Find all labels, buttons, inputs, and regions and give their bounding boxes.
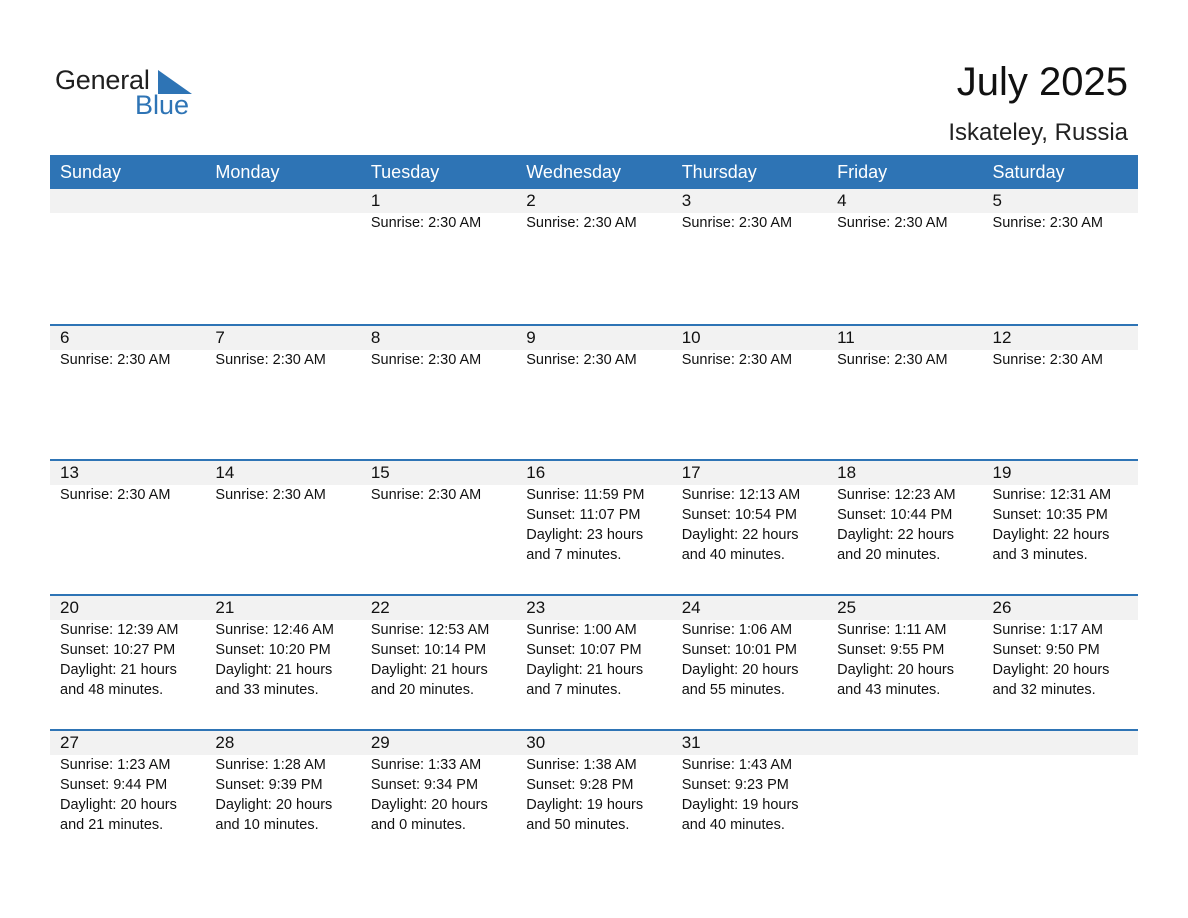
day-cell <box>983 596 1138 729</box>
weekday-header-cell: Monday <box>215 162 280 182</box>
week-cells <box>50 596 1138 729</box>
day-number: 31 <box>681 733 701 752</box>
day-cell <box>827 461 982 594</box>
day-cell <box>672 461 827 594</box>
calendar-grid <box>50 155 1138 864</box>
day-detail-line: Sunset: 10:20 PM <box>215 642 331 658</box>
day-number: 3 <box>681 191 692 210</box>
day-cell <box>50 731 205 864</box>
day-detail-line: Daylight: 20 hours <box>992 662 1110 678</box>
day-number: 14 <box>215 463 235 482</box>
weekday-header-cell: Saturday <box>992 162 1065 182</box>
day-detail-line: Sunrise: 1:00 AM <box>526 622 637 638</box>
day-detail-line: Daylight: 21 hours <box>215 662 333 678</box>
day-detail-line: Sunrise: 2:30 AM <box>837 215 948 231</box>
day-detail-line: Daylight: 20 hours <box>60 797 177 813</box>
day-number: 6 <box>60 328 70 347</box>
day-detail-line: Daylight: 22 hours <box>837 527 954 543</box>
day-cell <box>827 731 982 864</box>
day-detail-line: Sunrise: 1:23 AM <box>60 757 171 773</box>
day-detail-line: Daylight: 21 hours <box>60 662 177 678</box>
day-detail-line: Daylight: 22 hours <box>681 527 799 543</box>
day-detail-line: Sunrise: 2:30 AM <box>370 215 482 231</box>
day-detail-line: Daylight: 21 hours <box>370 662 488 678</box>
day-detail-line: Sunrise: 2:30 AM <box>215 352 326 368</box>
day-detail-line: Sunrise: 1:33 AM <box>370 757 482 773</box>
day-detail-line: Daylight: 19 hours <box>526 797 644 813</box>
day-detail-line: Sunrise: 1:28 AM <box>215 757 326 773</box>
calendar-week-row <box>50 594 1138 729</box>
day-detail-line: Sunset: 9:39 PM <box>215 777 323 793</box>
day-detail-line: and 0 minutes. <box>370 817 466 833</box>
day-number: 2 <box>526 191 536 210</box>
weekday-header-cell: Wednesday <box>526 162 621 182</box>
day-detail-line: and 40 minutes. <box>681 547 785 563</box>
day-number: 27 <box>60 733 79 752</box>
day-detail-line: and 7 minutes. <box>526 547 622 563</box>
day-detail-line: and 40 minutes. <box>681 817 785 833</box>
day-detail-line: Sunrise: 1:17 AM <box>992 622 1103 638</box>
day-number: 30 <box>526 733 546 752</box>
day-detail-line: Sunset: 10:27 PM <box>60 642 176 658</box>
day-detail-line: Sunrise: 2:30 AM <box>370 487 482 503</box>
day-cell <box>827 189 982 324</box>
day-detail-line: and 32 minutes. <box>992 682 1096 698</box>
day-cell <box>205 596 360 729</box>
day-detail-line: Sunset: 9:50 PM <box>992 642 1100 658</box>
day-detail-line: Sunset: 9:23 PM <box>681 777 789 793</box>
day-detail-line: and 20 minutes. <box>370 682 475 698</box>
day-detail-line: Sunset: 11:07 PM <box>526 507 641 523</box>
day-detail-line: Sunrise: 2:30 AM <box>837 352 948 368</box>
day-detail-line: and 10 minutes. <box>215 817 319 833</box>
day-detail-line: Daylight: 19 hours <box>681 797 799 813</box>
weekday-header-cell: Tuesday <box>370 162 440 182</box>
week-cells <box>50 189 1138 324</box>
day-detail-line: Sunrise: 12:13 AM <box>681 487 801 503</box>
day-detail-line: Sunrise: 2:30 AM <box>681 352 793 368</box>
weekday-header-cell: Thursday <box>681 162 757 182</box>
day-detail-line: Daylight: 20 hours <box>370 797 488 813</box>
weekday-header-cell: Friday <box>837 162 888 182</box>
day-number: 17 <box>681 463 701 482</box>
day-detail-line: Sunset: 10:14 PM <box>370 642 487 658</box>
day-number: 13 <box>60 463 79 482</box>
day-number: 4 <box>837 191 847 210</box>
day-detail-line: Sunrise: 2:30 AM <box>992 352 1103 368</box>
calendar-location: Iskateley, Russia <box>948 119 1128 146</box>
day-detail-line: and 50 minutes. <box>526 817 630 833</box>
day-number: 29 <box>370 733 390 752</box>
day-number: 12 <box>992 328 1012 347</box>
day-detail-line: Sunrise: 11:59 PM <box>526 487 645 503</box>
calendar-week-row <box>50 459 1138 594</box>
day-cell <box>983 326 1138 459</box>
day-detail-line: and 48 minutes. <box>60 682 164 698</box>
day-cell <box>50 461 205 594</box>
calendar-week-row <box>50 189 1138 324</box>
day-detail-line: Sunset: 10:44 PM <box>837 507 953 523</box>
day-cell <box>672 731 827 864</box>
day-number: 19 <box>992 463 1012 482</box>
day-number: 1 <box>370 191 381 210</box>
day-number <box>993 731 1138 755</box>
day-detail-line: Sunrise: 2:30 AM <box>370 352 482 368</box>
day-number: 23 <box>526 598 546 617</box>
day-number: 16 <box>526 463 546 482</box>
day-number: 15 <box>370 463 390 482</box>
week-cells <box>50 461 1138 594</box>
day-detail-line: Daylight: 20 hours <box>215 797 333 813</box>
day-detail-line: Daylight: 20 hours <box>681 662 799 678</box>
day-number: 28 <box>215 733 235 752</box>
day-cell <box>983 731 1138 864</box>
day-number: 9 <box>526 328 536 347</box>
week-cells <box>50 326 1138 459</box>
day-cell <box>205 189 360 324</box>
day-detail-line: Sunrise: 1:43 AM <box>681 757 793 773</box>
day-detail-line: Sunrise: 12:53 AM <box>370 622 490 638</box>
day-detail-line: Sunset: 9:55 PM <box>837 642 945 658</box>
day-detail-line: Daylight: 23 hours <box>526 527 644 543</box>
day-detail-line: Sunset: 10:54 PM <box>681 507 797 523</box>
day-detail-line: Daylight: 21 hours <box>526 662 644 678</box>
day-cell <box>361 189 516 324</box>
day-number: 21 <box>215 598 235 617</box>
day-cell <box>516 326 671 459</box>
day-cell <box>983 189 1138 324</box>
calendar-week-row <box>50 729 1138 864</box>
day-number: 26 <box>992 598 1012 617</box>
day-detail-line: Sunrise: 2:30 AM <box>992 215 1103 231</box>
calendar-week-row <box>50 324 1138 459</box>
day-detail-line: Daylight: 20 hours <box>837 662 954 678</box>
day-cell <box>361 461 516 594</box>
day-cell <box>672 189 827 324</box>
day-detail-line: Sunset: 9:28 PM <box>526 777 634 793</box>
day-detail-line: Sunrise: 12:23 AM <box>837 487 956 503</box>
day-detail-line: and 43 minutes. <box>837 682 941 698</box>
day-detail-line: Sunrise: 2:30 AM <box>526 352 637 368</box>
day-cell <box>983 461 1138 594</box>
day-number: 11 <box>837 328 855 347</box>
day-number <box>215 189 360 213</box>
day-number: 10 <box>681 328 701 347</box>
day-number: 5 <box>992 191 1002 210</box>
day-detail-line: and 3 minutes. <box>992 547 1088 563</box>
day-detail-line: Sunset: 10:01 PM <box>681 642 797 658</box>
day-number: 18 <box>837 463 857 482</box>
day-detail-line: Sunrise: 1:06 AM <box>681 622 793 638</box>
day-cell <box>361 596 516 729</box>
day-number: 20 <box>60 598 79 617</box>
day-number: 24 <box>681 598 701 617</box>
day-cell <box>205 731 360 864</box>
day-detail-line: Sunrise: 12:46 AM <box>215 622 334 638</box>
day-cell <box>50 189 205 324</box>
day-detail-line: Sunrise: 1:38 AM <box>526 757 637 773</box>
day-detail-line: Sunrise: 2:30 AM <box>60 352 171 368</box>
day-detail-line: Sunset: 10:07 PM <box>526 642 642 658</box>
day-number: 8 <box>370 328 381 347</box>
day-detail-line: and 55 minutes. <box>681 682 785 698</box>
day-detail-line: Sunrise: 12:31 AM <box>992 487 1112 503</box>
day-cell <box>50 326 205 459</box>
day-detail-line: Sunrise: 1:11 AM <box>837 622 947 638</box>
day-detail-line: Sunset: 10:35 PM <box>992 507 1108 523</box>
day-detail-line: Sunrise: 12:39 AM <box>60 622 179 638</box>
day-cell <box>516 461 671 594</box>
day-detail-line: Sunrise: 2:30 AM <box>60 487 171 503</box>
day-cell <box>827 326 982 459</box>
day-detail-line: and 33 minutes. <box>215 682 319 698</box>
brand-logo <box>55 64 205 120</box>
day-cell <box>50 596 205 729</box>
day-cell <box>516 596 671 729</box>
day-cell <box>205 326 360 459</box>
day-detail-line: Sunset: 9:34 PM <box>370 777 479 793</box>
day-detail-line: Sunset: 9:44 PM <box>60 777 168 793</box>
calendar-title: July 2025 <box>956 60 1128 104</box>
day-cell <box>672 326 827 459</box>
calendar-weeks <box>50 189 1138 864</box>
day-cell <box>672 596 827 729</box>
day-number: 22 <box>370 598 390 617</box>
logo-text-blue: Blue <box>135 90 190 120</box>
day-detail-line: and 21 minutes. <box>60 817 164 833</box>
weekday-header <box>50 155 1138 189</box>
day-number: 25 <box>837 598 857 617</box>
day-cell <box>361 326 516 459</box>
day-cell <box>827 596 982 729</box>
day-detail-line: Daylight: 22 hours <box>992 527 1110 543</box>
day-number <box>60 189 205 213</box>
day-detail-line: Sunrise: 2:30 AM <box>526 215 637 231</box>
day-cell <box>516 731 671 864</box>
weekday-header-cell: Sunday <box>60 162 122 182</box>
day-detail-line: and 7 minutes. <box>526 682 622 698</box>
week-cells <box>50 731 1138 864</box>
day-cell <box>361 731 516 864</box>
day-cell <box>205 461 360 594</box>
day-detail-line: and 20 minutes. <box>837 547 941 563</box>
day-number <box>837 731 982 755</box>
day-cell <box>516 189 671 324</box>
day-number: 7 <box>215 328 225 347</box>
logo-text-general: General <box>55 65 150 95</box>
day-detail-line: Sunrise: 2:30 AM <box>215 487 326 503</box>
day-detail-line: Sunrise: 2:30 AM <box>681 215 793 231</box>
